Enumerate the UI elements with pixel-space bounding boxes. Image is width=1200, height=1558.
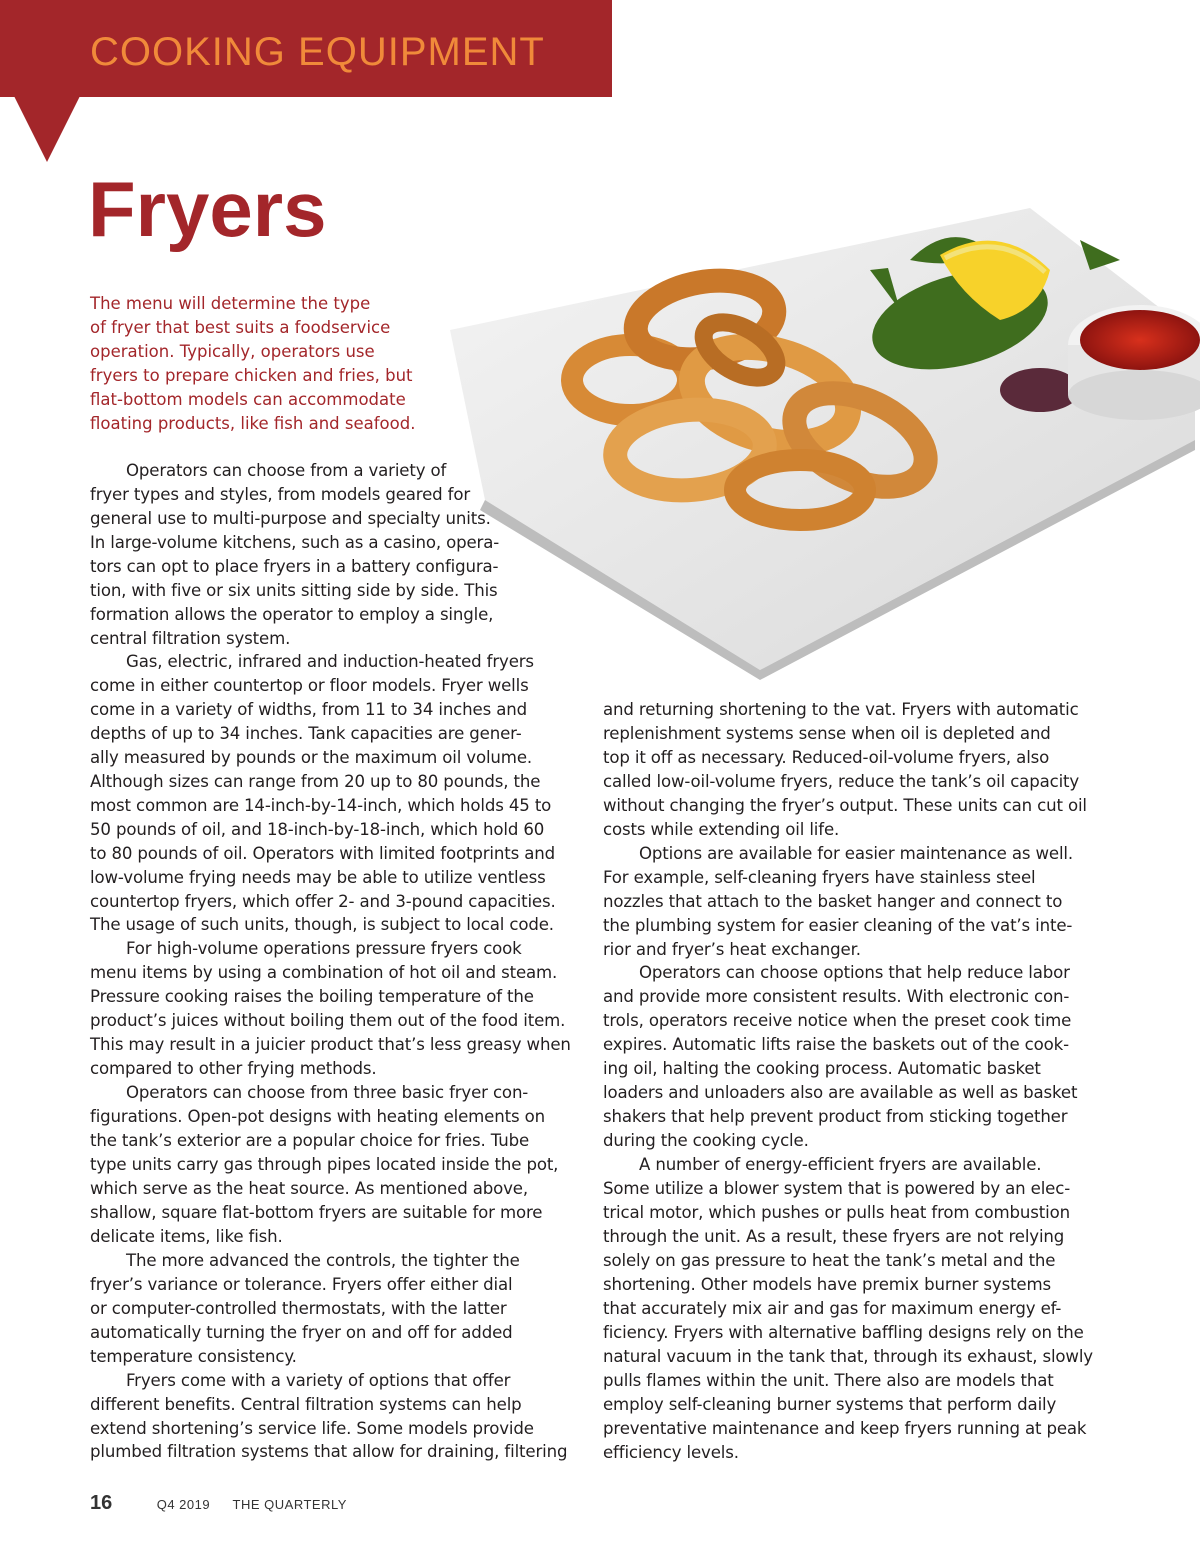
body-line: come in a variety of widths, from 11 to 34 inches and <box>90 699 527 719</box>
body-line: countertop fryers, which offer 2- and 3-pound capacities. <box>90 891 556 911</box>
body-line: ally measured by pounds or the maximum oil volume. <box>90 747 532 767</box>
body-line: top it off as necessary. Reduced-oil-volume fryers, also <box>603 747 1050 767</box>
body-line: shakers that help prevent product from sticking together <box>603 1107 1068 1127</box>
body-line: natural vacuum in the tank that, through its exhaust, slowly <box>603 1346 1093 1366</box>
body-line: preventative maintenance and keep fryers running at peak <box>603 1418 1087 1438</box>
body-line: to 80 pounds of oil. Operators with limited footprints and <box>90 843 555 863</box>
body-line: delicate items, like fish. <box>90 1226 283 1246</box>
body-line: Some utilize a blower system that is powered by an elec- <box>603 1179 1071 1199</box>
body-line: product’s juices without boiling them out of the food item. <box>90 1011 566 1031</box>
body-line: tors can opt to place fryers in a battery configura- <box>90 556 499 576</box>
body-line: most common are 14-inch-by-14-inch, which holds 45 to <box>90 795 552 815</box>
body-column-right <box>603 698 1103 1465</box>
body-line: pulls flames within the unit. There also are models that <box>603 1370 1054 1390</box>
body-line: and provide more consistent results. With electronic con- <box>603 987 1070 1007</box>
body-line: loaders and unloaders also are available as well as basket <box>603 1083 1078 1103</box>
body-line: figurations. Open-pot designs with heating elements on <box>90 1107 545 1127</box>
body-line: Fryers come with a variety of options that offer <box>126 1370 511 1390</box>
body-line: nozzles that attach to the basket hanger and connect to <box>603 891 1063 911</box>
body-line: different benefits. Central filtration systems can help <box>90 1394 522 1414</box>
body-line: ficiency. Fryers with alternative baffling designs rely on the <box>603 1322 1084 1342</box>
body-line: type units carry gas through pipes located inside the pot, <box>90 1155 559 1175</box>
body-line: depths of up to 34 inches. Tank capacities are gener- <box>90 723 522 743</box>
body-line: replenishment systems sense when oil is depleted and <box>603 723 1051 743</box>
body-line: rior and fryer’s heat exchanger. <box>603 939 861 959</box>
body-line: menu items by using a combination of hot oil and steam. <box>90 963 558 983</box>
body-line: through the unit. As a result, these fryers are not relying <box>603 1226 1065 1246</box>
body-line: trical motor, which pushes or pulls heat from combustion <box>603 1203 1070 1223</box>
body-line: shallow, square flat-bottom fryers are suitable for more <box>90 1202 543 1222</box>
dek-line: of fryer that best suits a foodservice <box>90 318 391 337</box>
issue-label: Q4 2019 <box>156 1497 211 1512</box>
body-line: expires. Automatic lifts raise the baskets out of the cook- <box>603 1035 1069 1055</box>
dek-line: flat-bottom models can accommodate <box>90 390 406 409</box>
body-column-left <box>90 650 585 1464</box>
body-line: Operators can choose from three basic fryer con- <box>126 1083 529 1103</box>
body-column-left-top <box>90 459 585 651</box>
body-line: extend shortening’s service life. Some models provide <box>90 1418 534 1438</box>
publication-name: THE QUARTERLY <box>232 1497 347 1512</box>
body-line: which serve as the heat source. As mentioned above, <box>90 1178 528 1198</box>
body-line: automatically turning the fryer on and off for added <box>90 1322 513 1342</box>
body-line: the plumbing system for easier cleaning of the vat’s inte- <box>603 915 1073 935</box>
body-line: Although sizes can range from 20 up to 80 pounds, the <box>90 771 541 791</box>
body-line: employ self-cleaning burner systems that perform daily <box>603 1394 1057 1414</box>
body-line: compared to other frying methods. <box>90 1059 377 1079</box>
dek-line: fryers to prepare chicken and fries, but <box>90 366 413 385</box>
page-footer <box>90 1492 347 1515</box>
body-line: without changing the fryer’s output. These units can cut oil <box>603 795 1087 815</box>
body-line: that accurately mix air and gas for maximum energy ef- <box>603 1298 1062 1318</box>
body-line: plumbed filtration systems that allow for draining, filtering <box>90 1442 568 1462</box>
dek-line: floating products, like fish and seafood. <box>90 414 416 433</box>
banner-tab-triangle <box>14 96 80 162</box>
body-line: trols, operators receive notice when the preset cook time <box>603 1011 1072 1031</box>
body-line: Pressure cooking raises the boiling temperature of the <box>90 987 534 1007</box>
section-label: COOKING EQUIPMENT <box>90 30 545 74</box>
body-line: Operators can choose options that help reduce labor <box>639 963 1070 983</box>
body-line: In large-volume kitchens, such as a casino, opera- <box>90 532 500 552</box>
body-line: ing oil, halting the cooking process. Automatic basket <box>603 1059 1041 1079</box>
body-line: or computer-controlled thermostats, with the latter <box>90 1298 507 1318</box>
body-line: and returning shortening to the vat. Fryers with automatic <box>603 700 1079 719</box>
body-line: the tank’s exterior are a popular choice for fries. Tube <box>90 1131 530 1151</box>
body-line: fryer types and styles, from models geared for <box>90 484 471 504</box>
dek-line: The menu will determine the type <box>90 294 371 313</box>
body-line: For high-volume operations pressure fryers cook <box>126 939 522 959</box>
page-number: 16 <box>90 1492 113 1514</box>
body-line: tion, with five or six units sitting side by side. This <box>90 580 498 600</box>
body-line: For example, self-cleaning fryers have stainless steel <box>603 867 1036 887</box>
article-title: Fryers <box>88 165 327 253</box>
body-line: 50 pounds of oil, and 18-inch-by-18-inch, which hold 60 <box>90 819 545 839</box>
body-line: central filtration system. <box>90 628 291 648</box>
body-line: low-volume frying needs may be able to utilize ventless <box>90 867 546 887</box>
body-line: efficiency levels. <box>603 1442 739 1462</box>
body-line: costs while extending oil life. <box>603 819 840 839</box>
article-dek <box>90 292 435 436</box>
body-line: come in either countertop or floor models. Fryer wells <box>90 675 529 695</box>
body-line: during the cooking cycle. <box>603 1131 809 1151</box>
body-line: A number of energy-efficient fryers are available. <box>639 1155 1042 1175</box>
body-line: general use to multi-purpose and specialty units. <box>90 508 491 528</box>
body-line: The more advanced the controls, the tighter the <box>126 1250 520 1270</box>
body-line: Operators can choose from a variety of <box>126 461 447 480</box>
body-line: fryer’s variance or tolerance. Fryers offer either dial <box>90 1274 513 1294</box>
body-line: solely on gas pressure to heat the tank’s metal and the <box>603 1250 1056 1270</box>
body-line: temperature consistency. <box>90 1346 297 1366</box>
body-line: formation allows the operator to employ a single, <box>90 604 494 624</box>
body-line: shortening. Other models have premix burner systems <box>603 1274 1052 1294</box>
dek-line: operation. Typically, operators use <box>90 342 375 361</box>
body-line: Gas, electric, infrared and induction-heated fryers <box>126 652 534 671</box>
body-line: This may result in a juicier product that’s less greasy when <box>90 1035 571 1055</box>
body-line: called low-oil-volume fryers, reduce the tank’s oil capacity <box>603 771 1080 791</box>
body-line: The usage of such units, though, is subject to local code. <box>90 915 554 935</box>
body-line: Options are available for easier maintenance as well. <box>639 843 1074 863</box>
